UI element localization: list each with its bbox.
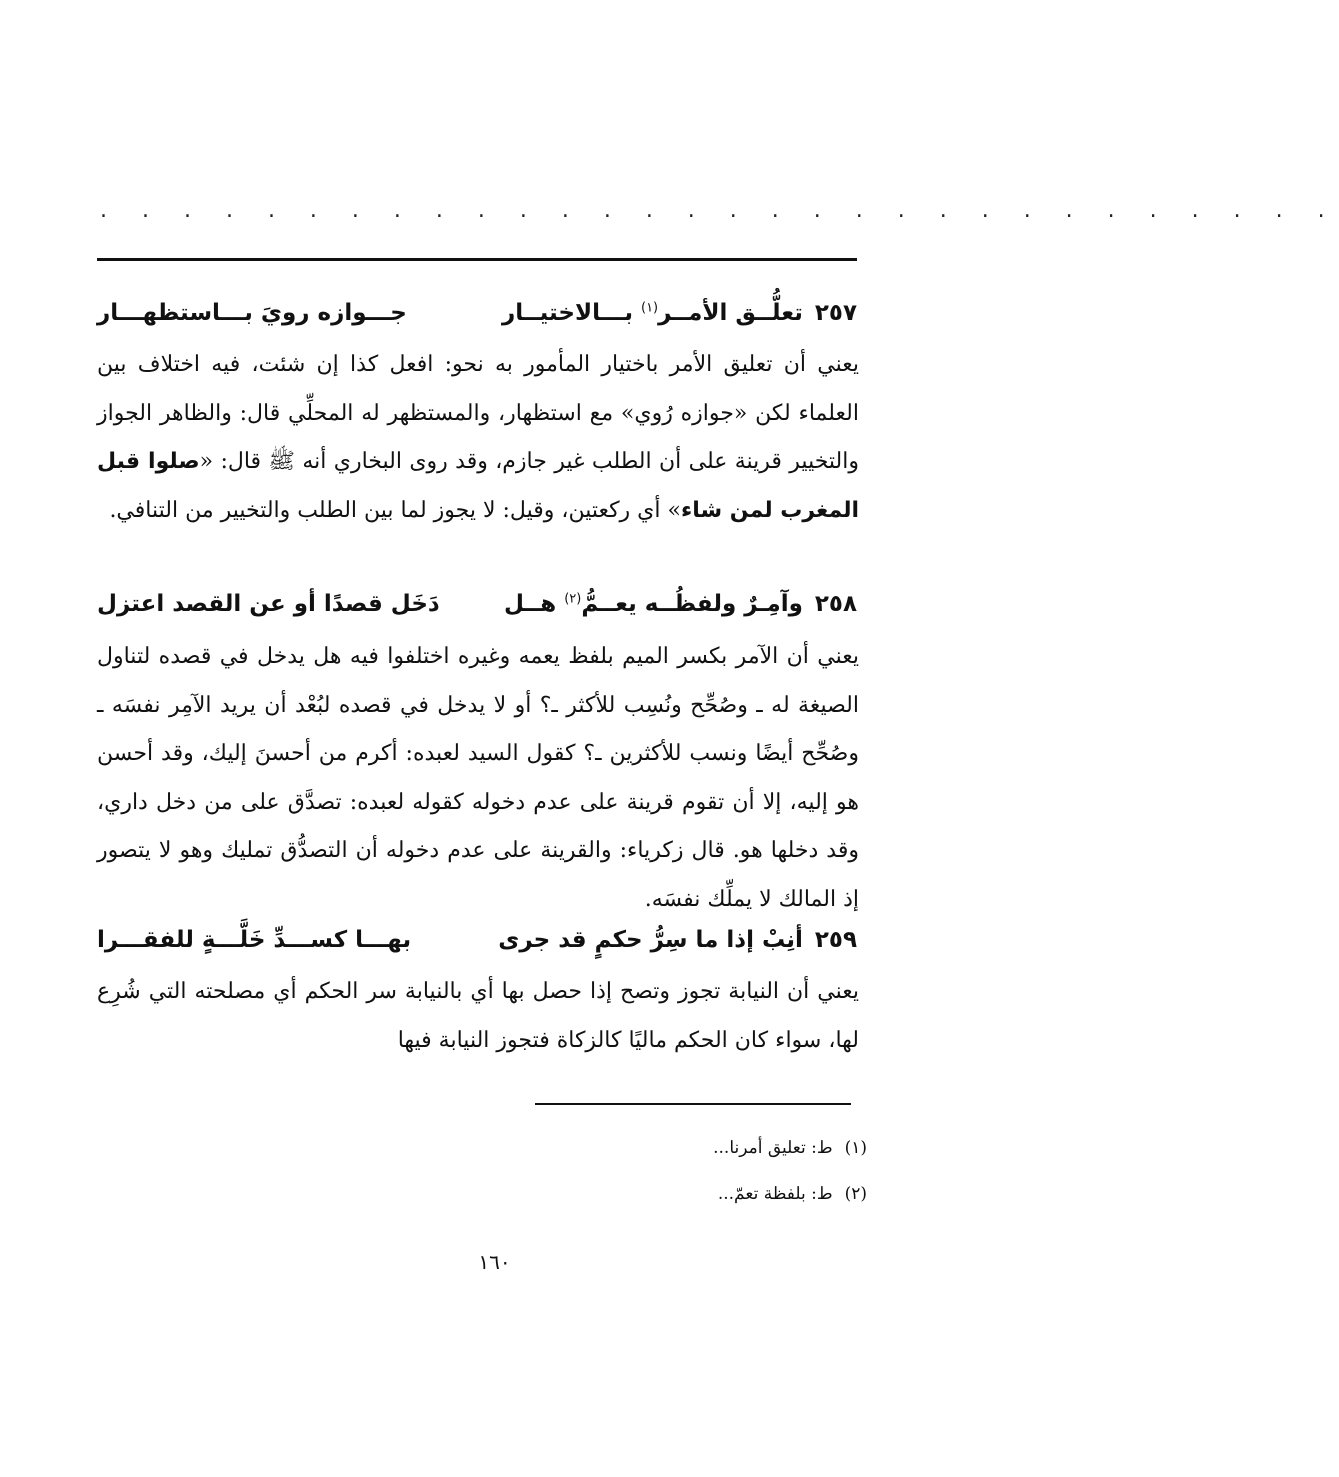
page-number: ١٦٠ (478, 1250, 511, 1274)
footnote-rule (535, 1103, 851, 1105)
verse-second-hemistich: بهـــا كســـدِّ خَلَّـــةٍ للفقـــرا (97, 927, 412, 953)
verse-number: ٢٥٨ (814, 591, 857, 617)
footnote-2 (367, 1171, 867, 1217)
hemistich-text-rest: بـــالاختيــار (502, 300, 641, 326)
verse-258 (97, 584, 857, 624)
footnote-number: (٢) (844, 1184, 867, 1204)
verse-number: ٢٥٧ (814, 300, 857, 326)
hemistich-text: تعلُّــق الأمــر (658, 300, 803, 326)
commentary-258 (97, 633, 859, 924)
commentary-text: يعني أن تعليق الأمر باختيار المأمور به نحو: افعل كذا إن شئت، فيه اختلاف بين العلماء لكن «جوازه رُوي» مع استظهار، والمستظهر له المحلِّي قال: والظاهر الجواز والتخيير قرينة على أن الطلب غير جازم، وقد روى البخاري أنه ﷺ قال: « (97, 352, 859, 474)
footnote-marker: (١) (640, 300, 659, 316)
verse-first-hemistich (450, 591, 803, 617)
footnotes (367, 1125, 867, 1217)
commentary-text-end: » أي ركعتين، وقيل: لا يجوز لما بين الطلب والتخيير من التنافي. (109, 497, 681, 523)
verse-first-hemistich: أنِبْ إذا ما سِرُّ حكمٍ قد جرى (498, 927, 803, 953)
top-rule (97, 258, 857, 261)
verse-number: ٢٥٩ (814, 927, 857, 953)
footnote-number: (١) (844, 1138, 867, 1158)
verse-first-hemistich (450, 300, 803, 326)
verse-second-hemistich: جـــوازه رويَ بـــاستظهـــار (97, 300, 407, 326)
commentary-text: يعني أن الآمر بكسر الميم بلفظ يعمه وغيره اختلفوا فيه هل يدخل في قصده لتناول الصيغة له ـ وصُحِّح ونُسِب للأكثر ـ؟ أو لا يدخل في قصده لبُعْد أن يريد الآمِر نفسَه ـ وصُحِّح أيضًا ونسب للأكثرين ـ؟ كقول السيد لعبده: أكرم من أحسنَ إليك، وقد أحسن هو إليه، إلا أن تقوم قرينة على عدم دخوله كقوله لعبده: تصدَّق على من دخل داري، وقد دخلها هو. قال زكرياء: والقرينة على عدم دخوله أن التصدُّق تمليك وهو لا يتصور إذ المالك لا يملِّك نفسَه. (97, 644, 859, 912)
separator-dots: . . . . . . . . . . . . . . . . . . . . . . . . . . . . . . (100, 198, 1339, 223)
footnote-text: ط: بلفظة تعمّ... (717, 1184, 833, 1204)
footnote-marker: (٢) (564, 591, 582, 607)
verse-259 (97, 920, 857, 960)
commentary-text: يعني أن النيابة تجوز وتصح إذا حصل بها أي بالنيابة سر الحكم أي مصلحته التي شُرِع لها، سواء كان الحكم ماليًا كالزكاة فتجوز النيابة فيها (97, 979, 859, 1053)
hemistich-text-rest: هــل (503, 591, 565, 617)
verse-257 (97, 293, 857, 333)
commentary-259 (97, 968, 859, 1065)
verse-second-hemistich: دَخَل قصدًا أو عن القصد اعتزل (97, 591, 440, 617)
footnote-1 (367, 1125, 867, 1171)
commentary-257 (97, 341, 859, 535)
hemistich-text: وآمِـرٌ ولفظُــه يعــمُّ (581, 591, 803, 617)
hadith-quote: صلوا قبل المغرب لمن شاء (97, 449, 859, 523)
footnote-text: ط: تعليق أمرنا... (713, 1138, 833, 1158)
